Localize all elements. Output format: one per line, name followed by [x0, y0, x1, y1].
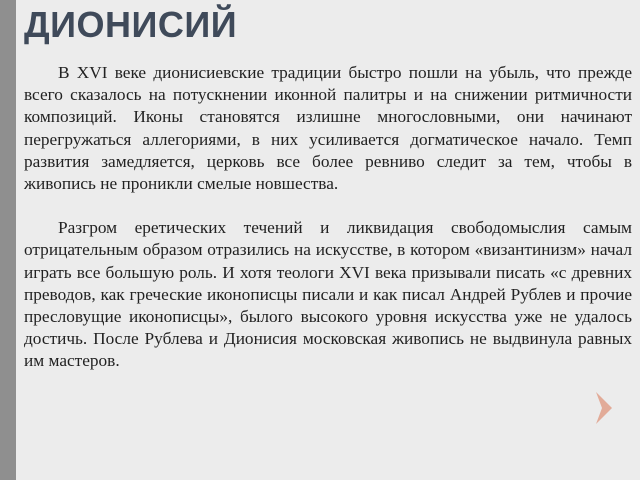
chevron-right-icon	[584, 388, 624, 428]
paragraph-1: В XVI веке дионисиевские традиции быстро пошли на убыль, что прежде всего сказалось на потускнении иконной палитры и на снижении ритмичности композиций. Иконы становятся излишне многословными, они начинают перегружаться аллегориями, в них усиливается догматическое начало. Темп развития замедляется, церковь все более ревниво следит за тем, чтобы в живопись не проникли смелые новшества.	[24, 63, 632, 194]
paragraph-2: Разгром еретических течений и ликвидация свободомыслия самым отрицательным образом отразились на искусстве, в котором «византинизм» начал играть все большую роль. И хотя теологи XVI века призывали писать «с древних преводов, как греческие иконописцы писали и как писал Андрей Рублев и прочие пресловущие иконописцы», былого высокого уровня искусства уже не удалось достичь. После Рублева и Дионисия московская живопись не выдвинула равных им мастеров.	[24, 218, 632, 371]
slide-title: ДИОНИСИЙ	[24, 4, 238, 45]
slide-body	[24, 62, 632, 373]
left-accent-bar	[0, 0, 16, 480]
next-slide-button[interactable]	[584, 388, 624, 428]
